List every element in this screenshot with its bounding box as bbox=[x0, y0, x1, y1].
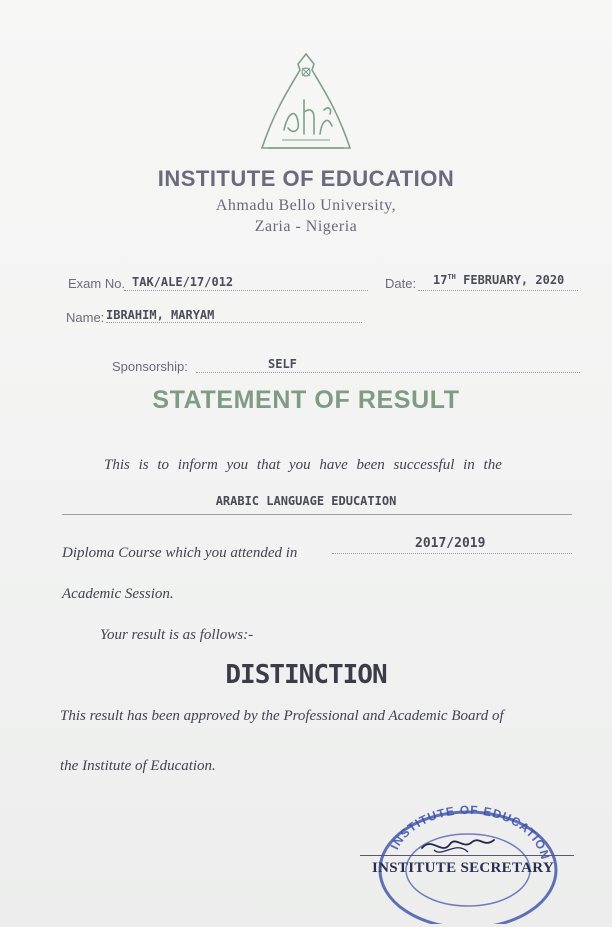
intro-text: This is to inform you that you have been successful in the bbox=[104, 457, 502, 473]
exam-no-value: TAK/ALE/17/012 bbox=[132, 275, 234, 289]
university-name: Ahmadu Bello University, bbox=[215, 197, 397, 214]
svg-text:INSTITUTE OF EDUCATION bbox=[387, 803, 552, 862]
date-label: Date: bbox=[385, 276, 417, 291]
institute-name: INSTITUTE OF EDUCATION bbox=[157, 166, 455, 191]
date-day: 17 bbox=[433, 273, 448, 287]
sponsorship-label: Sponsorship: bbox=[112, 359, 188, 374]
sponsorship-value: SELF bbox=[268, 357, 297, 371]
statement-title: STATEMENT OF RESULT bbox=[152, 386, 460, 414]
date-month-year: FEBRUARY, 2020 bbox=[463, 273, 565, 287]
exam-no-rule bbox=[124, 290, 368, 291]
session-value: 2017/2019 bbox=[415, 536, 486, 551]
date-suffix: TH bbox=[447, 273, 456, 281]
course-name: ARABIC LANGUAGE EDUCATION bbox=[215, 494, 397, 508]
exam-no-label: Exam No. bbox=[68, 276, 126, 291]
date-value bbox=[433, 273, 564, 287]
result-grade: DISTINCTION bbox=[225, 660, 387, 690]
university-location: Zaria - Nigeria bbox=[254, 218, 358, 235]
approval-line-2: the Institute of Education. bbox=[60, 758, 216, 774]
name-rule bbox=[106, 322, 362, 323]
result-intro: Your result is as follows:- bbox=[100, 627, 254, 643]
stamp-text: INSTITUTE OF EDUCATION bbox=[387, 802, 553, 862]
course-rule bbox=[62, 514, 572, 515]
signature-line bbox=[360, 855, 574, 856]
date-rule bbox=[418, 290, 578, 291]
course-line-prefix: Diploma Course which you attended in bbox=[62, 545, 298, 561]
session-rule bbox=[332, 553, 572, 554]
university-crest-logo bbox=[258, 50, 354, 160]
session-suffix: Academic Session. bbox=[62, 586, 174, 602]
name-value: IBRAHIM, MARYAM bbox=[106, 308, 215, 322]
signatory-title: INSTITUTE SECRETARY bbox=[372, 860, 555, 876]
approval-line-1: This result has been approved by the Professional and Academic Board of bbox=[60, 708, 504, 724]
name-label: Name: bbox=[66, 310, 105, 325]
sponsorship-rule bbox=[196, 372, 580, 373]
